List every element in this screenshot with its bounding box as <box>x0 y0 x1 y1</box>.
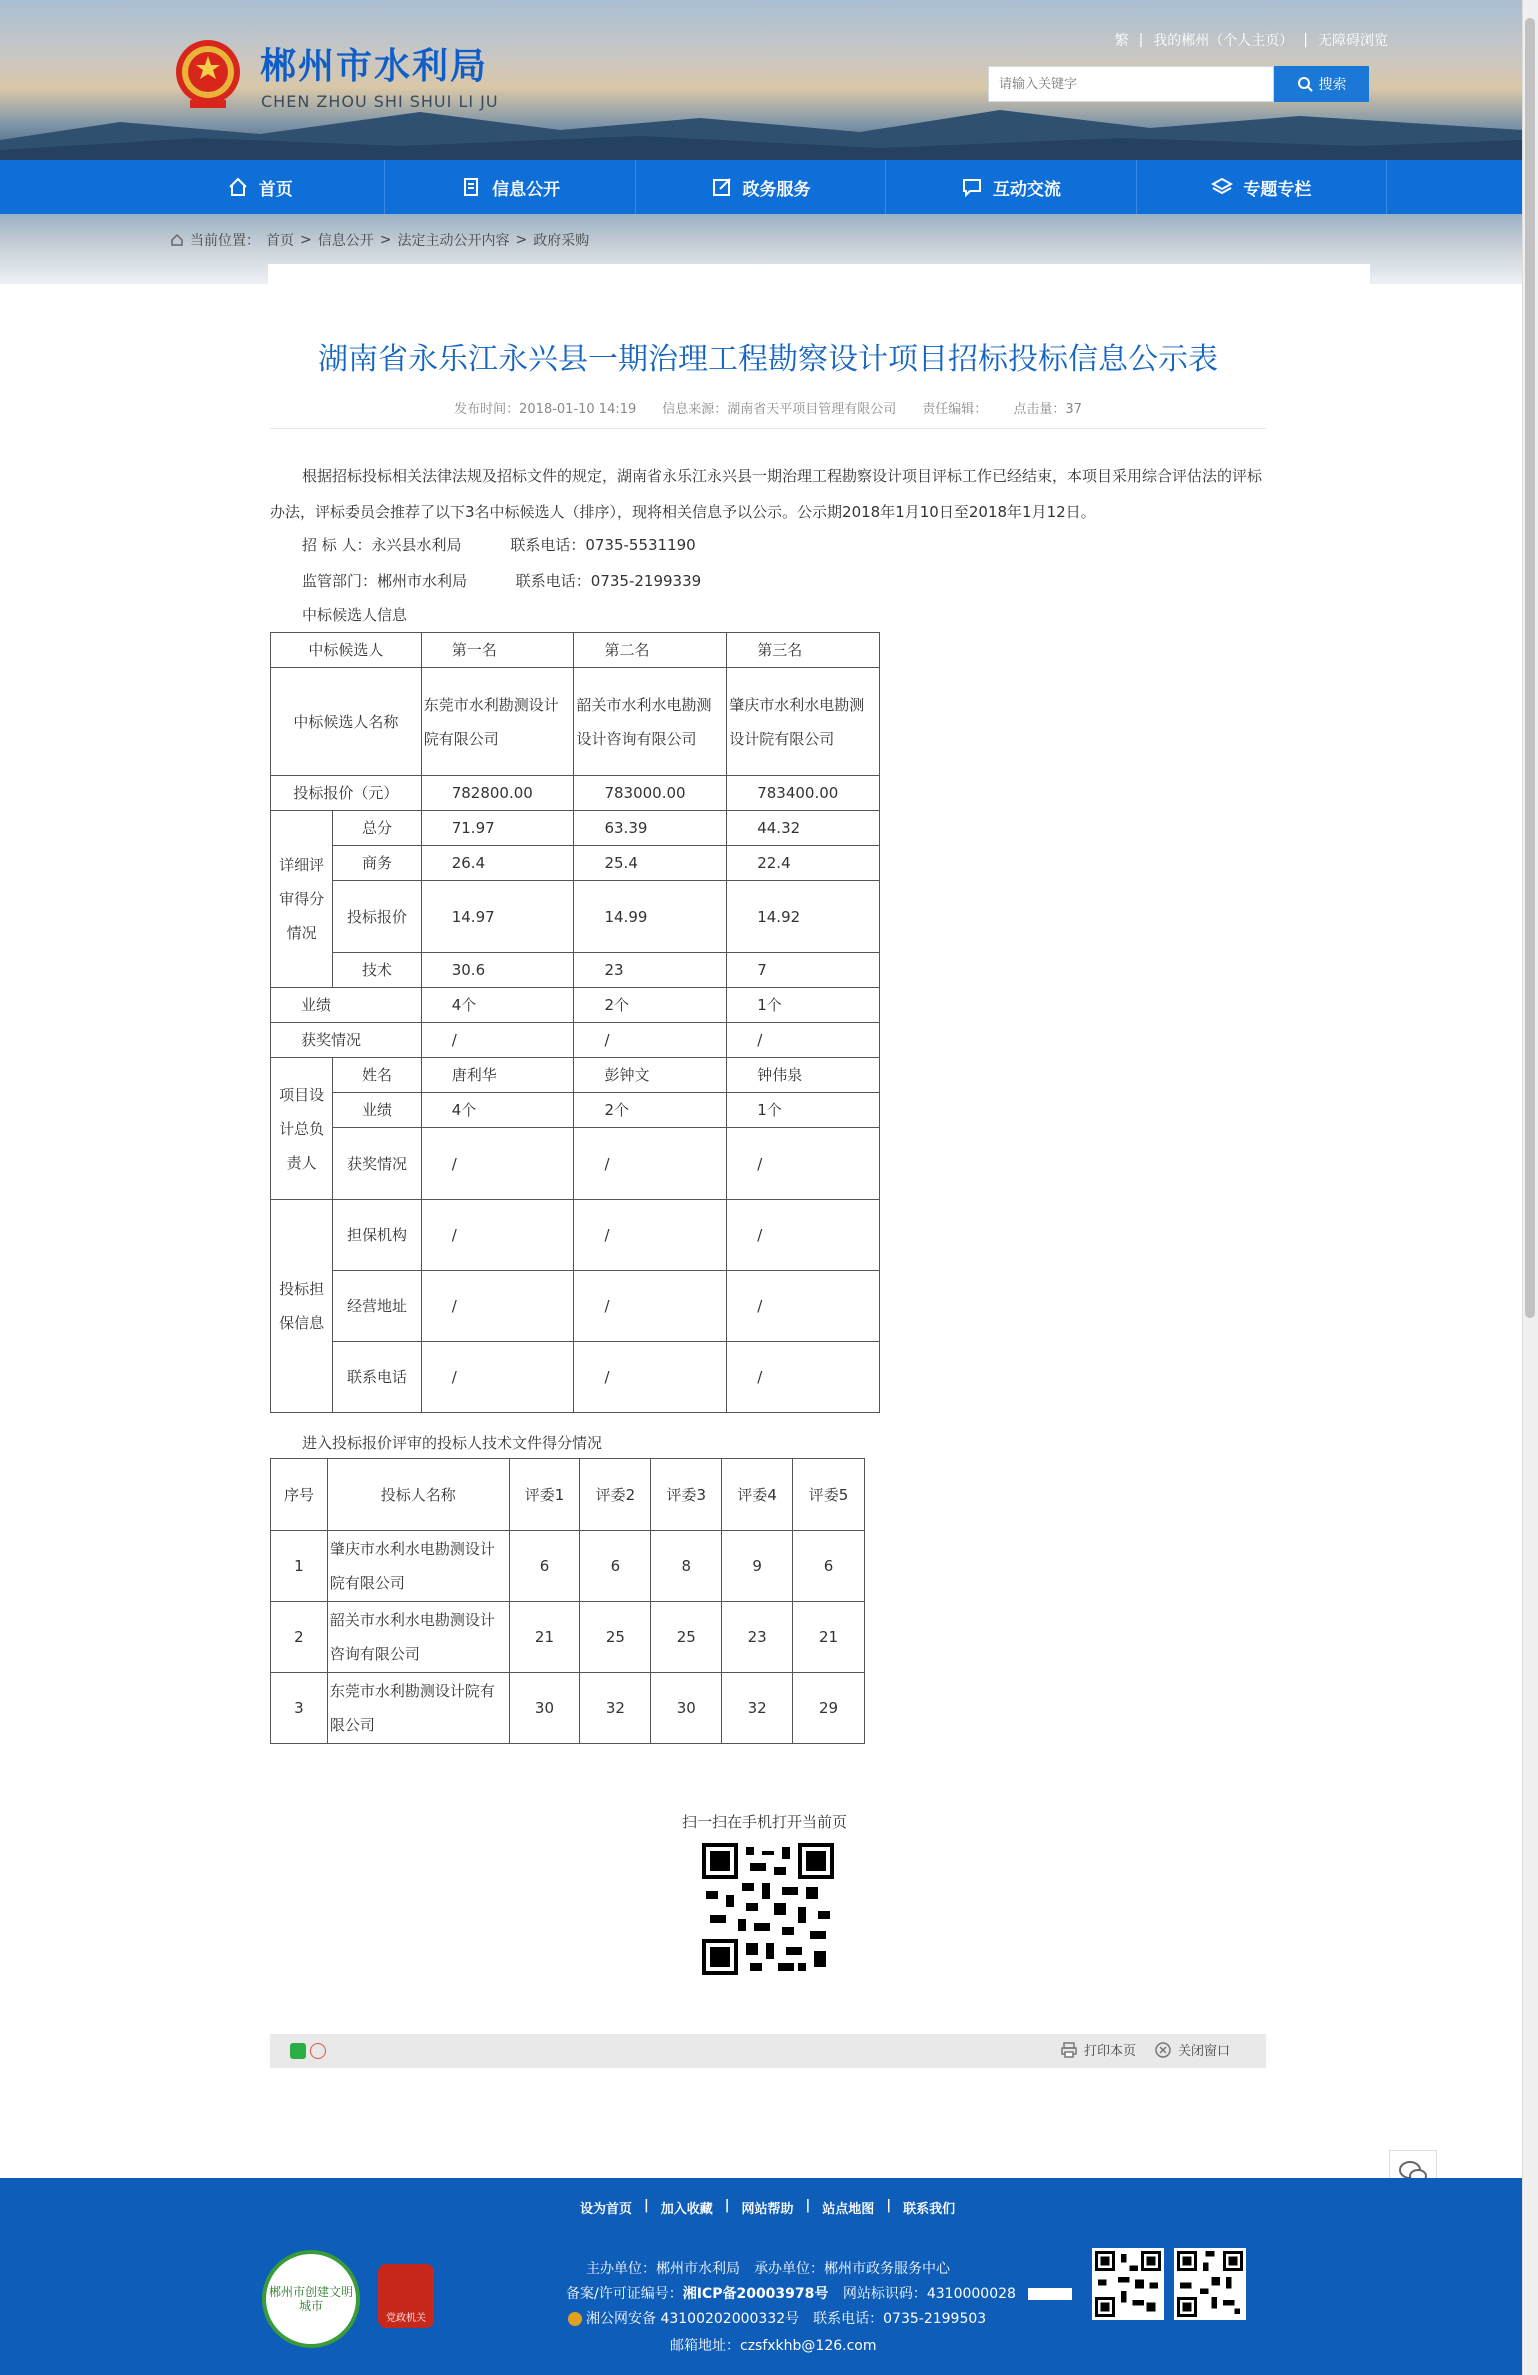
table-cell: 1个 <box>727 1093 880 1128</box>
table-cell: / <box>727 1342 880 1413</box>
table-cell: 783000.00 <box>574 776 727 811</box>
site-id: 网站标识码：4310000028 <box>842 2286 1016 2302</box>
national-emblem-icon <box>172 34 244 114</box>
site-title: 郴州市水利局 <box>260 46 489 87</box>
footer-link-bookmark[interactable]: 加入收藏 <box>660 2202 713 2217</box>
print-tools <box>1060 2040 1230 2059</box>
footer-link-sitemap[interactable]: 站点地图 <box>822 2202 875 2217</box>
table-row <box>271 1128 880 1200</box>
tenderer: 招 标 人：永兴县水利局 <box>302 536 462 554</box>
table-cell: 9 <box>722 1531 793 1602</box>
footer-sponsor: 主办单位：郴州市水利局 承办单位：郴州市政务服务中心 <box>586 2261 950 2277</box>
table-header-cell: 评委5 <box>793 1459 865 1531</box>
footer-license <box>566 2283 1072 2303</box>
table-cell: 30.6 <box>421 953 574 988</box>
footer-email: 邮箱地址：czsfxkhb@126.com <box>670 2338 877 2354</box>
table-row <box>271 1058 880 1093</box>
table-cell: 2 <box>271 1602 328 1673</box>
nav-item-info[interactable] <box>385 160 635 214</box>
table-cell: / <box>574 1271 727 1342</box>
supervisor-line <box>302 570 701 591</box>
table-header-cell: 投标人名称 <box>327 1459 509 1531</box>
search-input[interactable] <box>988 66 1274 102</box>
footer-link-contact[interactable]: 联系我们 <box>903 2202 956 2217</box>
table-cell: 23 <box>722 1602 793 1673</box>
nav-item-services[interactable] <box>636 160 886 214</box>
search-button[interactable] <box>1274 66 1369 102</box>
table-cell: 总分 <box>333 811 421 846</box>
table-cell: 业绩 <box>271 988 422 1023</box>
table-cell: / <box>727 1023 880 1058</box>
traditional-chinese-link[interactable]: 繁 <box>1114 33 1129 49</box>
table-cell: / <box>727 1200 880 1271</box>
table-cell: / <box>421 1128 574 1200</box>
table-cell: 44.32 <box>727 811 880 846</box>
table-cell: 21 <box>793 1602 865 1673</box>
home-icon <box>227 176 249 198</box>
footer-links: 设为首页 | 加入收藏 | 网站帮助 | 站点地图 | 联系我们 <box>580 2198 956 2217</box>
party-gov-badge[interactable] <box>378 2264 434 2328</box>
nav-item-home[interactable] <box>135 160 385 214</box>
table-row <box>271 988 880 1023</box>
table-header-cell: 评委3 <box>651 1459 722 1531</box>
table-row <box>271 1023 880 1058</box>
table-cell: 14.99 <box>574 881 727 953</box>
table-cell: 担保机构 <box>333 1200 421 1271</box>
table-cell: 30 <box>509 1673 580 1744</box>
candidates-table <box>270 632 880 1413</box>
article-meta <box>268 398 1268 417</box>
breadcrumb: 当前位置： 首页 > 信息公开 > 法定主动公开内容 > 政府采购 <box>170 230 589 250</box>
search-button-label: 搜索 <box>1318 77 1347 93</box>
scores-heading: 进入投标报价评审的投标人技术文件得分情况 <box>302 1434 603 1452</box>
table-cell: 29 <box>793 1673 865 1744</box>
table-cell: / <box>421 1200 574 1271</box>
table-cell: 2个 <box>574 1093 727 1128</box>
table-cell: 技术 <box>333 953 421 988</box>
my-chenzhou-link[interactable]: 我的郴州（个人主页） <box>1153 33 1294 49</box>
table-cell: / <box>574 1200 727 1271</box>
table-cell: 6 <box>580 1531 651 1602</box>
footer-link-help[interactable]: 网站帮助 <box>741 2202 794 2217</box>
table-cell: 22.4 <box>727 846 880 881</box>
intro-paragraph: 根据招标投标相关法律法规及招标文件的规定，湖南省永乐江永兴县一期治理工程勘察设计项目评标工作已经结束，本项目采用综合评估法的评标办法，评标委员会推荐了以下3名中标候选人（排序），现将相关信息予以公示。公示期2018年1月10日至2018年1月12日。 <box>270 467 1263 521</box>
table-header-cell: 第二名 <box>574 633 727 668</box>
table-cell: 71.97 <box>421 811 574 846</box>
footer-link-set-home[interactable]: 设为首页 <box>580 2202 633 2217</box>
main-nav <box>0 160 1522 214</box>
breadcrumb-item-statutory[interactable]: 法定主动公开内容 <box>397 233 510 249</box>
table-cell: 东莞市水利勘测设计院有限公司 <box>421 668 574 776</box>
scores-table <box>270 1458 865 1744</box>
layers-icon <box>1211 176 1233 198</box>
print-label: 打印本页 <box>1084 2044 1137 2059</box>
table-cell: 东莞市水利勘测设计院有限公司 <box>327 1673 509 1744</box>
table-cell: 1 <box>271 1531 328 1602</box>
table-row <box>271 1093 880 1128</box>
separator: | <box>1138 32 1144 48</box>
table-cell: 6 <box>509 1531 580 1602</box>
table-cell: 韶关市水利水电勘测设计咨询有限公司 <box>574 668 727 776</box>
table-cell: / <box>421 1023 574 1058</box>
breadcrumb-item-home[interactable]: 首页 <box>266 233 294 249</box>
table-header-cell: 序号 <box>271 1459 328 1531</box>
table-cell: / <box>574 1023 727 1058</box>
table-header-cell: 评委2 <box>580 1459 651 1531</box>
table-cell: 经营地址 <box>333 1271 421 1342</box>
table-row <box>271 1271 880 1342</box>
table-row <box>271 846 880 881</box>
footer-qr-code-icon <box>1174 2248 1246 2320</box>
table-cell: 彭钟文 <box>574 1058 727 1093</box>
table-cell: 4个 <box>421 988 574 1023</box>
table-cell: 投标报价（元） <box>271 776 422 811</box>
tenderer-line <box>302 534 696 555</box>
table-cell: 联系电话 <box>333 1342 421 1413</box>
table-header-cell: 第一名 <box>421 633 574 668</box>
table-header-cell: 中标候选人 <box>271 633 422 668</box>
table-cell: 7 <box>727 953 880 988</box>
hit-count: 点击量：37 <box>1013 402 1082 417</box>
table-cell: 商务 <box>333 846 421 881</box>
cnzz-icon[interactable] <box>1028 2288 1072 2300</box>
edit-icon <box>711 176 733 198</box>
table-cell: 23 <box>574 953 727 988</box>
nav-item-topics[interactable] <box>1137 160 1387 214</box>
table-cell: 姓名 <box>333 1058 421 1093</box>
table-row <box>271 633 880 668</box>
wechat-share-icon[interactable] <box>290 2043 306 2059</box>
candidates-heading: 中标候选人信息 <box>302 606 408 624</box>
table-cell: / <box>574 1342 727 1413</box>
table-cell: 获奖情况 <box>333 1128 421 1200</box>
table-cell: 32 <box>722 1673 793 1744</box>
icp-link[interactable]: 湘ICP备20003978号 <box>682 2286 829 2302</box>
license-label: 备案/许可证编号： <box>566 2286 683 2302</box>
location-icon <box>170 233 184 247</box>
table-cell: 30 <box>651 1673 722 1744</box>
table-cell: 肇庆市水利水电勘测设计院有限公司 <box>327 1531 509 1602</box>
footer-qr-code-icon <box>1092 2248 1164 2320</box>
document-icon <box>460 176 482 198</box>
nav-item-label: 专题专栏 <box>1243 179 1312 200</box>
table-cell: 32 <box>580 1673 651 1744</box>
scrollbar-thumb[interactable] <box>1525 18 1535 1318</box>
table-row <box>271 953 880 988</box>
site-pinyin: CHEN ZHOU SHI SHUI LI JU <box>261 92 499 111</box>
breadcrumb-prefix: 当前位置： <box>190 233 260 249</box>
table-cell: 钟伟泉 <box>727 1058 880 1093</box>
close-icon <box>1154 2041 1172 2059</box>
nav-item-interaction[interactable] <box>886 160 1136 214</box>
table-cell: 中标候选人名称 <box>271 668 422 776</box>
info-source: 信息来源：湖南省天平项目管理有限公司 <box>662 402 897 417</box>
table-row <box>271 776 880 811</box>
table-cell: / <box>727 1271 880 1342</box>
supervisor: 监管部门：郴州市水利局 <box>302 572 468 590</box>
table-row <box>271 1459 865 1531</box>
table-cell: 获奖情况 <box>271 1023 422 1058</box>
table-cell: 14.97 <box>421 881 574 953</box>
table-cell: / <box>421 1271 574 1342</box>
print-button[interactable] <box>1060 2040 1136 2059</box>
table-row <box>271 1342 880 1413</box>
table-cell: 25 <box>651 1602 722 1673</box>
qr-code-icon <box>702 1843 834 1975</box>
weibo-share-icon[interactable] <box>310 2043 326 2059</box>
separator: | <box>1303 32 1308 48</box>
publish-time: 发布时间：2018-01-10 14:19 <box>454 402 637 417</box>
nav-item-label: 信息公开 <box>492 179 561 200</box>
table-header-cell: 评委1 <box>509 1459 580 1531</box>
nav-item-label: 政务服务 <box>742 179 811 200</box>
table-cell: 14.92 <box>727 881 880 953</box>
accessibility-link[interactable]: 无障碍浏览 <box>1318 33 1388 49</box>
table-cell: 韶关市水利水电勘测设计咨询有限公司 <box>327 1602 509 1673</box>
table-cell: 63.39 <box>574 811 727 846</box>
table-cell: / <box>574 1128 727 1200</box>
security-text: 湘公网安备 43100202000332号 联系电话：0735-2199503 <box>586 2311 987 2327</box>
close-window-button[interactable] <box>1154 2040 1230 2059</box>
breadcrumb-item-procurement[interactable]: 政府采购 <box>533 233 590 249</box>
police-badge-icon <box>568 2312 582 2326</box>
table-cell: 2个 <box>574 988 727 1023</box>
table-cell: 783400.00 <box>727 776 880 811</box>
table-header-cell: 第三名 <box>727 633 880 668</box>
table-cell: 肇庆市水利水电勘测设计院有限公司 <box>727 668 880 776</box>
table-row <box>271 1531 865 1602</box>
table-cell: 25.4 <box>574 846 727 881</box>
table-cell: 25 <box>580 1602 651 1673</box>
supervisor-phone: 联系电话：0735-2199339 <box>515 572 702 590</box>
table-row <box>271 811 880 846</box>
table-row <box>271 1602 865 1673</box>
table-cell: / <box>421 1342 574 1413</box>
table-row <box>271 881 880 953</box>
tenderer-phone: 联系电话：0735-5531190 <box>510 536 696 554</box>
nav-item-label: 首页 <box>258 179 293 200</box>
table-cell: 4个 <box>421 1093 574 1128</box>
table-cell: 26.4 <box>421 846 574 881</box>
table-cell: 6 <box>793 1531 865 1602</box>
share-icons <box>290 2043 326 2059</box>
table-row <box>271 1673 865 1744</box>
civilized-city-badge[interactable] <box>262 2250 360 2348</box>
table-cell: 3 <box>271 1673 328 1744</box>
table-cell: 8 <box>651 1531 722 1602</box>
print-icon <box>1060 2041 1078 2059</box>
table-row <box>271 1200 880 1271</box>
table-cell: 详细评审得分情况 <box>271 811 333 988</box>
chat-icon <box>961 176 983 198</box>
page-title: 湖南省永乐江永兴县一期治理工程勘察设计项目招标投标信息公示表 <box>318 342 1218 377</box>
table-cell: 1个 <box>727 988 880 1023</box>
table-cell: 投标担保信息 <box>271 1200 333 1413</box>
table-header-cell: 评委4 <box>722 1459 793 1531</box>
footer-security <box>568 2308 986 2328</box>
table-cell: 项目设计总负责人 <box>271 1058 333 1200</box>
table-cell: 投标报价 <box>333 881 421 953</box>
qr-caption: 扫一扫在手机打开当前页 <box>682 1813 848 1831</box>
table-cell: 业绩 <box>333 1093 421 1128</box>
divider <box>270 428 1266 429</box>
table-cell: / <box>727 1128 880 1200</box>
table-cell: 唐利华 <box>421 1058 574 1093</box>
badge-text: 党政机关 <box>386 2313 426 2324</box>
badge-text: 郴州市创建文明城市 <box>268 2285 353 2313</box>
table-cell: 21 <box>509 1602 580 1673</box>
nav-item-label: 互动交流 <box>992 179 1061 200</box>
breadcrumb-item-info[interactable]: 信息公开 <box>317 233 374 249</box>
top-links <box>1115 30 1388 50</box>
table-cell: 782800.00 <box>421 776 574 811</box>
editor: 责任编辑： <box>922 402 988 417</box>
table-row <box>271 668 880 776</box>
search-icon <box>1297 76 1313 92</box>
close-label: 关闭窗口 <box>1178 2044 1231 2059</box>
